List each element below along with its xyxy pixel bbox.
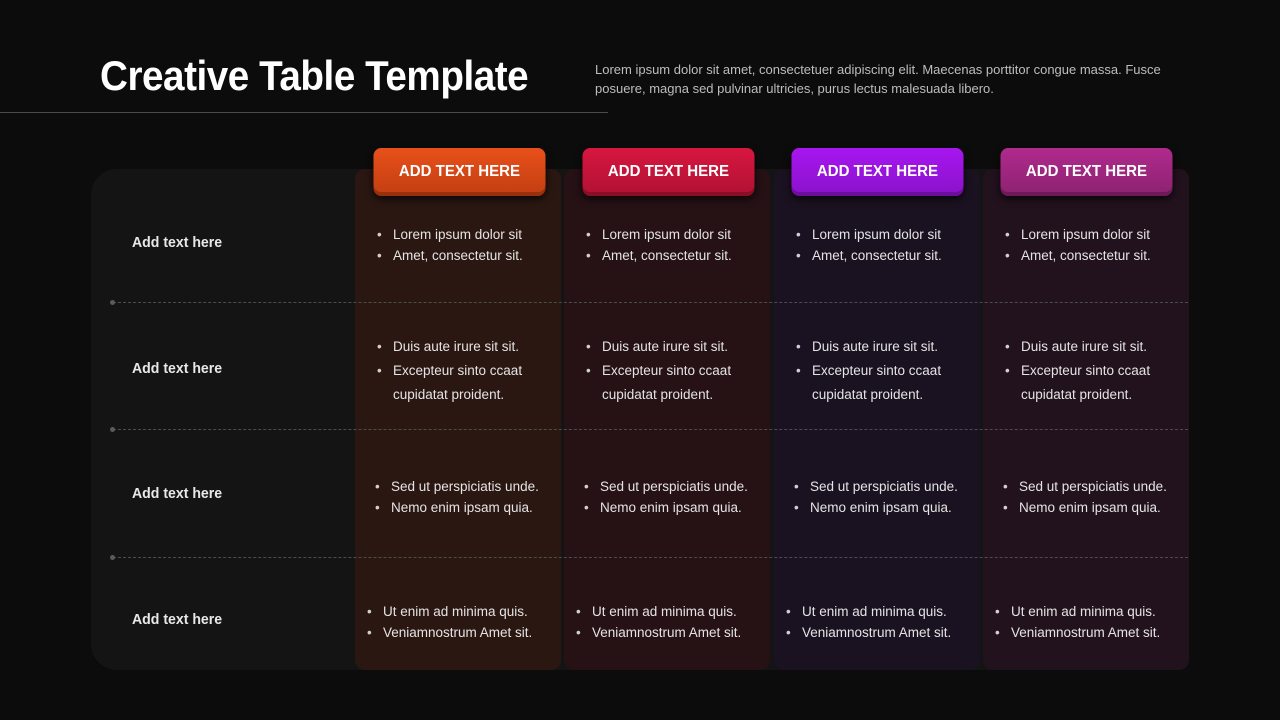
cell-bullet: • Nemo enim ipsam quia. [582, 497, 782, 518]
column-header-3[interactable]: ADD TEXT HERE [791, 148, 963, 196]
cell-bullet: • Veniamnostrum Amet sit. [993, 622, 1193, 643]
cell-bullet: • Amet, consectetur sit. [1003, 245, 1203, 266]
row-separator [113, 302, 1188, 303]
cell-bullet: • Amet, consectetur sit. [584, 245, 784, 266]
separator-dot [110, 300, 115, 305]
row-label-3: Add text here [132, 485, 223, 502]
cell-bullet: • Duis aute irure sit sit. [375, 335, 550, 359]
row-label-1: Add text here [132, 234, 223, 251]
table-cell [584, 335, 759, 407]
table-cell [794, 224, 994, 266]
cell-bullet: • Ut enim ad minima quis. [784, 601, 984, 622]
cell-bullet: • Excepteur sinto ccaat cupidatat proident. [584, 359, 759, 407]
cell-bullet: • Sed ut perspiciatis unde. [1001, 476, 1201, 497]
cell-bullet: • Ut enim ad minima quis. [574, 601, 774, 622]
page-title: Creative Table Template [100, 52, 529, 99]
separator-dot [110, 555, 115, 560]
cell-bullet: • Excepteur sinto ccaat cupidatat proident. [794, 359, 969, 407]
row-separator [113, 557, 1188, 558]
table-cell [784, 601, 984, 643]
cell-bullet: • Ut enim ad minima quis. [993, 601, 1193, 622]
cell-bullet: • Sed ut perspiciatis unde. [792, 476, 992, 497]
cell-bullet: • Veniamnostrum Amet sit. [365, 622, 565, 643]
cell-bullet: • Amet, consectetur sit. [794, 245, 994, 266]
row-separator [113, 429, 1188, 430]
page-subtitle: Lorem ipsum dolor sit amet, consectetuer adipiscing elit. Maecenas porttitor congue massa. Fusce posuere, magna sed pulvinar ultricies, purus lectus malesuada libero. [595, 62, 1161, 96]
title-divider [0, 112, 608, 113]
table-cell [584, 224, 784, 266]
table-cell [373, 476, 573, 518]
cell-bullet: • Nemo enim ipsam quia. [792, 497, 992, 518]
cell-bullet: • Ut enim ad minima quis. [365, 601, 565, 622]
cell-bullet: • Amet, consectetur sit. [375, 245, 575, 266]
row-label-4: Add text here [132, 611, 223, 628]
cell-bullet: • Duis aute irure sit sit. [1003, 335, 1178, 359]
row-label-2: Add text here [132, 360, 223, 377]
table-cell [375, 224, 575, 266]
table-cell [1001, 476, 1201, 518]
separator-dot [110, 427, 115, 432]
cell-bullet: • Lorem ipsum dolor sit [584, 224, 784, 245]
cell-bullet: • Veniamnostrum Amet sit. [574, 622, 774, 643]
table-cell [574, 601, 774, 643]
cell-bullet: • Lorem ipsum dolor sit [794, 224, 994, 245]
cell-bullet: • Duis aute irure sit sit. [794, 335, 969, 359]
cell-bullet: • Excepteur sinto ccaat cupidatat proident. [1003, 359, 1178, 407]
table-cell [365, 601, 565, 643]
table-cell [794, 335, 969, 407]
table-cell [1003, 335, 1178, 407]
column-header-1[interactable]: ADD TEXT HERE [373, 148, 545, 196]
table-cell [792, 476, 992, 518]
cell-bullet: • Sed ut perspiciatis unde. [373, 476, 573, 497]
cell-bullet: • Sed ut perspiciatis unde. [582, 476, 782, 497]
cell-bullet: • Nemo enim ipsam quia. [373, 497, 573, 518]
cell-bullet: • Nemo enim ipsam quia. [1001, 497, 1201, 518]
table-cell [375, 335, 550, 407]
column-header-4[interactable]: ADD TEXT HERE [1000, 148, 1172, 196]
table-cell [1003, 224, 1203, 266]
cell-bullet: • Excepteur sinto ccaat cupidatat proident. [375, 359, 550, 407]
cell-bullet: • Duis aute irure sit sit. [584, 335, 759, 359]
column-header-2[interactable]: ADD TEXT HERE [582, 148, 754, 196]
cell-bullet: • Lorem ipsum dolor sit [375, 224, 575, 245]
table-cell [582, 476, 782, 518]
table-cell [993, 601, 1193, 643]
cell-bullet: • Veniamnostrum Amet sit. [784, 622, 984, 643]
cell-bullet: • Lorem ipsum dolor sit [1003, 224, 1203, 245]
